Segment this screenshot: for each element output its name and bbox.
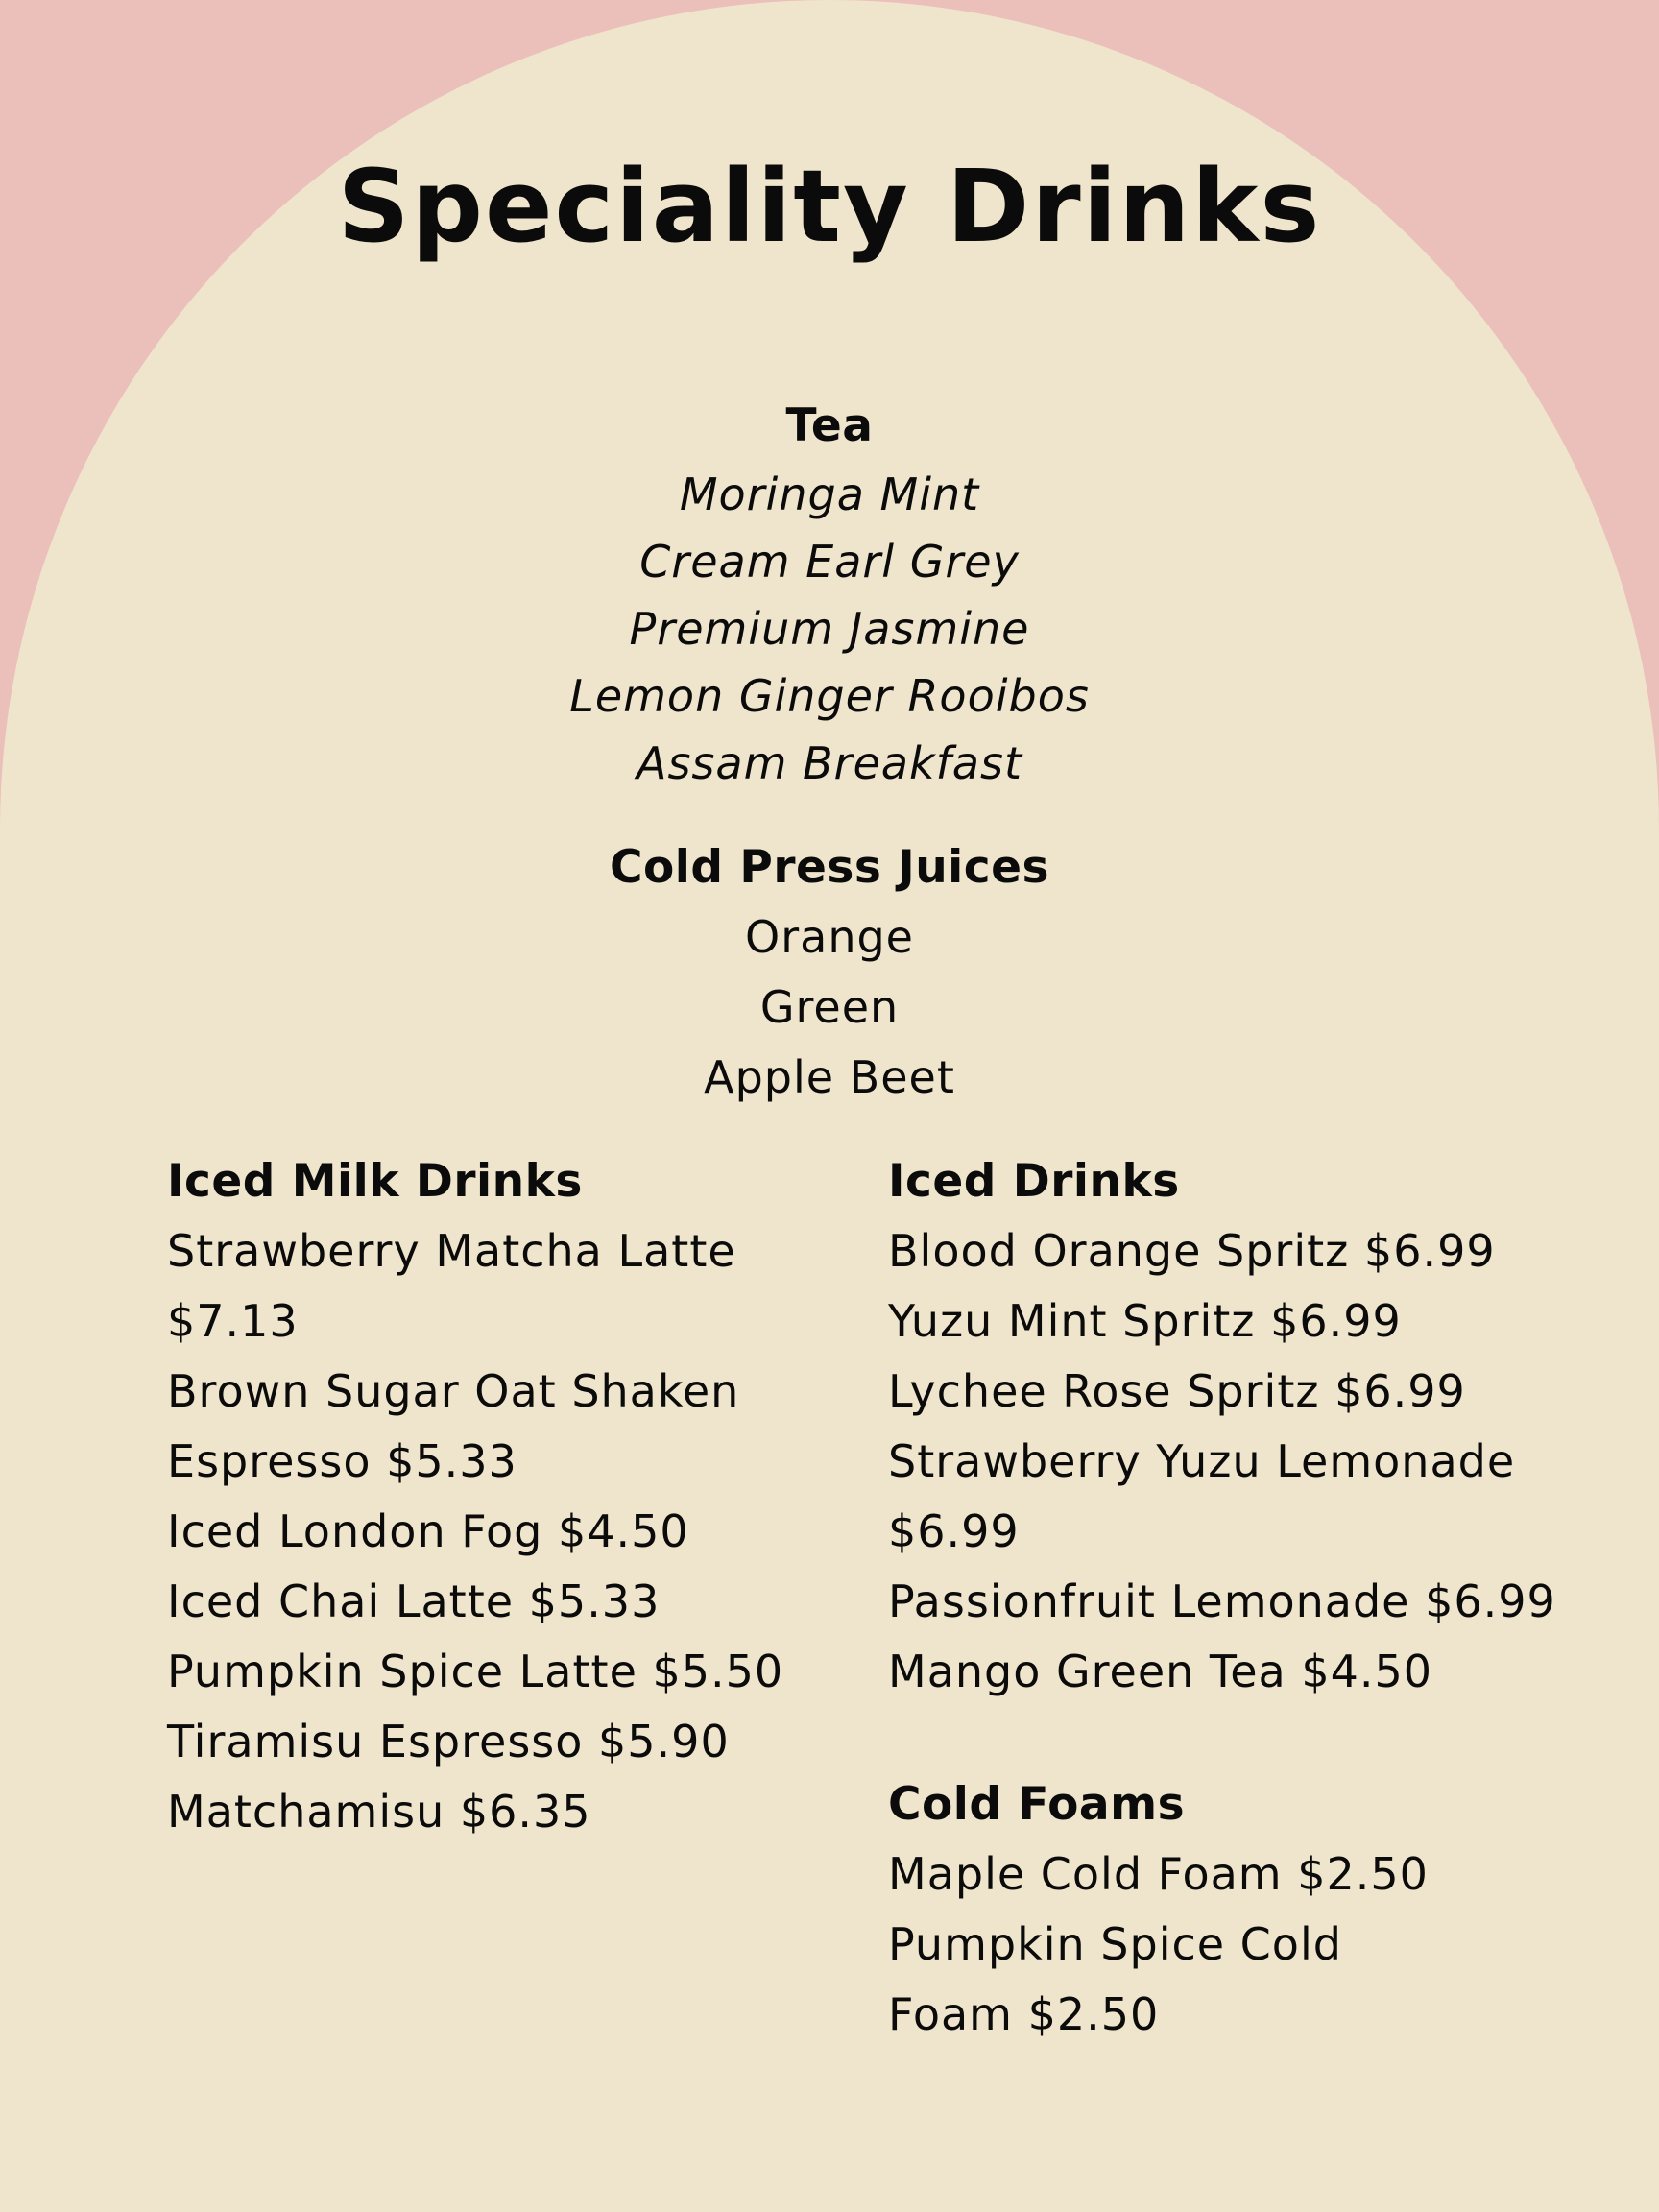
iced-drinks-line: Passionfruit Lemonade $6.99 <box>888 1575 1556 1627</box>
iced-drinks-line: Blood Orange Spritz $6.99 <box>888 1225 1496 1277</box>
juice-item: Apple Beet <box>704 1051 955 1103</box>
iced-milk-line: Tiramisu Espresso $5.90 <box>167 1716 730 1767</box>
tea-section <box>0 392 1659 797</box>
tea-heading: Tea <box>785 399 874 452</box>
tea-item: Premium Jasmine <box>629 603 1030 655</box>
juice-item: Orange <box>745 911 914 963</box>
iced-milk-line: Iced London Fog $4.50 <box>167 1505 689 1557</box>
iced-milk-line: Pumpkin Spice Latte $5.50 <box>167 1646 784 1697</box>
tea-item: Cream Earl Grey <box>639 536 1020 588</box>
iced-drinks-line: Lychee Rose Spritz $6.99 <box>888 1365 1466 1417</box>
iced-milk-list <box>167 1216 839 1847</box>
juice-item: Green <box>759 981 900 1033</box>
iced-drinks-list <box>888 1216 1579 1707</box>
iced-milk-line: Matchamisu $6.35 <box>167 1786 591 1838</box>
iced-milk-line: Espresso $5.33 <box>167 1435 517 1487</box>
cold-foams-line: Maple Cold Foam $2.50 <box>888 1848 1429 1900</box>
cold-foams-line: Foam $2.50 <box>888 1988 1160 2040</box>
iced-drinks-line: Mango Green Tea $4.50 <box>888 1646 1433 1697</box>
juices-list <box>0 902 1659 1113</box>
iced-milk-heading: Iced Milk Drinks <box>167 1155 583 1208</box>
juices-heading: Cold Press Juices <box>610 841 1049 894</box>
iced-milk-line: Iced Chai Latte $5.33 <box>167 1575 661 1627</box>
juices-section <box>0 833 1659 1113</box>
cold-foams-section <box>888 1769 1579 2050</box>
tea-list <box>0 461 1659 797</box>
iced-drinks-heading: Iced Drinks <box>888 1155 1180 1208</box>
iced-drinks-line: $6.99 <box>888 1505 1020 1557</box>
iced-milk-section <box>167 1146 839 1847</box>
iced-drinks-line: Strawberry Yuzu Lemonade <box>888 1435 1516 1487</box>
iced-drinks-line: Yuzu Mint Spritz $6.99 <box>888 1295 1402 1347</box>
tea-item: Lemon Ginger Rooibos <box>569 670 1090 722</box>
tea-item: Moringa Mint <box>679 469 980 520</box>
iced-milk-line: Brown Sugar Oat Shaken <box>167 1365 740 1417</box>
tea-item: Assam Breakfast <box>636 737 1022 789</box>
cold-foams-list <box>888 1839 1579 2050</box>
iced-milk-line: Strawberry Matcha Latte <box>167 1225 736 1277</box>
iced-milk-line: $7.13 <box>167 1295 299 1347</box>
cold-foams-heading: Cold Foams <box>888 1778 1186 1831</box>
menu-title: Speciality Drinks <box>337 148 1322 265</box>
cold-foams-line: Pumpkin Spice Cold <box>888 1918 1342 1970</box>
iced-drinks-section <box>888 1146 1579 1707</box>
